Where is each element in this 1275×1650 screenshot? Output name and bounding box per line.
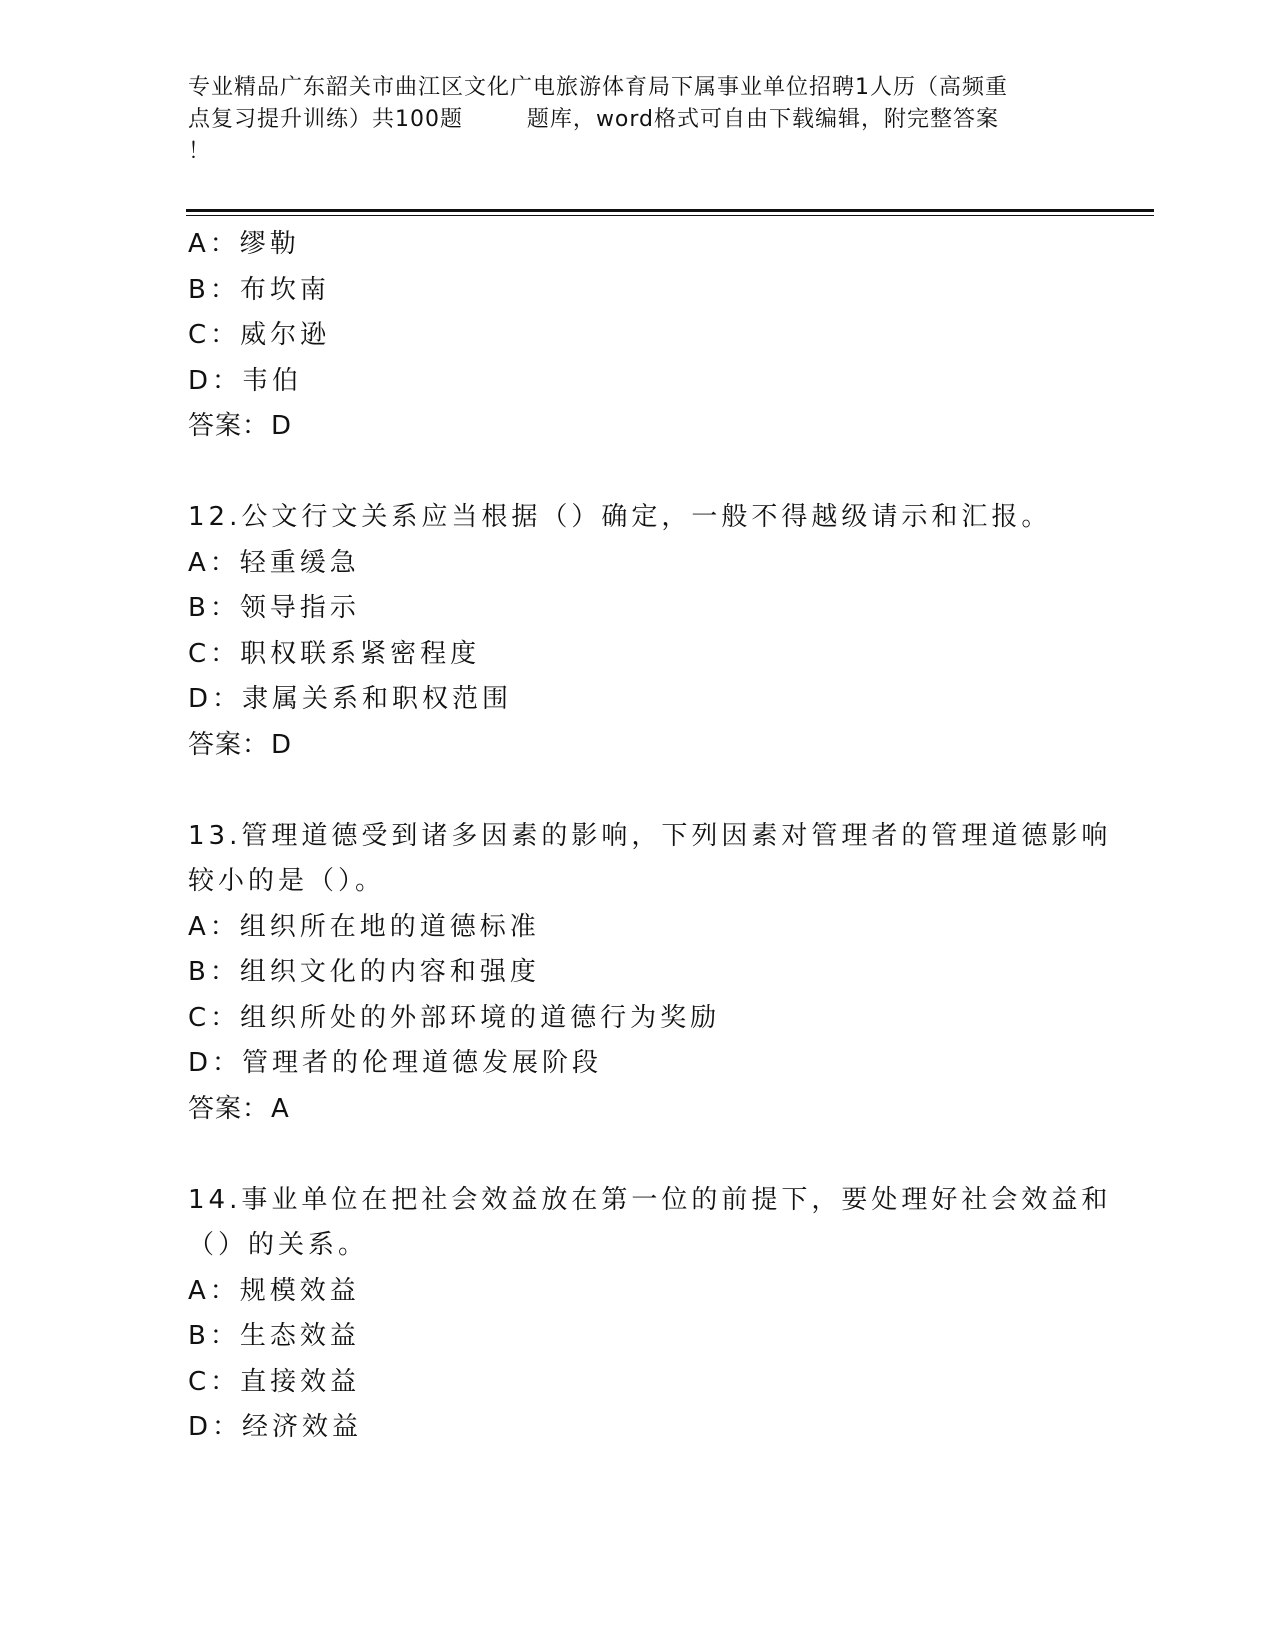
option-c: C：威尔逊 <box>188 320 331 350</box>
question-stem-line-2: 较小的是（）。 <box>188 866 386 896</box>
header-divider-thin <box>186 215 1154 216</box>
header-line-2: 点复习提升训练）共100题 题库，word格式可自由下载编辑，附完整答案 <box>188 107 1000 132</box>
option-a: A：轻重缓急 <box>188 547 360 578</box>
option-b: B：布坎南 <box>188 274 330 305</box>
question-block-14 <box>188 1178 1112 1451</box>
question-list <box>188 222 1112 1451</box>
option-c: C：职权联系紧密程度 <box>188 638 481 669</box>
option-c: C：组织所处的外部环境的道德行为奖励 <box>188 1002 721 1033</box>
header-line-1: 专业精品广东韶关市曲江区文化广电旅游体育局下属事业单位招聘1人历（高频重 <box>188 75 1008 100</box>
answer-value: D <box>271 729 293 760</box>
option-d: D：隶属关系和职权范围 <box>188 684 513 714</box>
option-d: D：管理者的伦理道德发展阶段 <box>188 1048 603 1078</box>
answer-line <box>188 404 1088 450</box>
option-b: B：生态效益 <box>188 1321 360 1351</box>
answer-label: 答案： <box>188 1093 270 1124</box>
answer-label: 答案： <box>188 411 270 441</box>
header-line-3: ！ <box>188 139 212 164</box>
option-c: C：直接效益 <box>188 1366 361 1397</box>
option-a: A：组织所在地的道德标准 <box>188 911 540 942</box>
header-divider-thick <box>186 209 1154 212</box>
question-stem-line-1: 14.事业单位在把社会效益放在第一位的前提下，要处理好社会效益和 <box>188 1184 1112 1215</box>
question-block-11 <box>188 222 1088 450</box>
answer-line <box>188 723 1088 769</box>
page-header <box>188 72 1088 168</box>
option-d: D：经济效益 <box>188 1412 363 1442</box>
question-block-13 <box>188 814 1112 1133</box>
question-stem-line-1: 13.管理道德受到诸多因素的影响，下列因素对管理者的管理道德影响 <box>188 820 1112 851</box>
answer-line <box>188 1087 1088 1133</box>
question-stem: 12.公文行文关系应当根据（）确定，一般不得越级请示和汇报。 <box>188 502 1052 532</box>
option-d: D：韦伯 <box>188 365 303 396</box>
answer-label: 答案： <box>188 729 270 760</box>
question-block-12 <box>188 495 1088 768</box>
answer-value: D <box>271 411 293 441</box>
answer-value: A <box>271 1093 290 1124</box>
spacer <box>188 450 1088 496</box>
option-a: A：规模效益 <box>188 1275 360 1306</box>
spacer <box>188 1132 1088 1178</box>
question-stem-line-2: （）的关系。 <box>188 1230 369 1260</box>
spacer <box>188 768 1088 814</box>
option-b: B：领导指示 <box>188 593 360 623</box>
option-b: B：组织文化的内容和强度 <box>188 957 540 987</box>
option-a: A：缪勒 <box>188 229 300 259</box>
